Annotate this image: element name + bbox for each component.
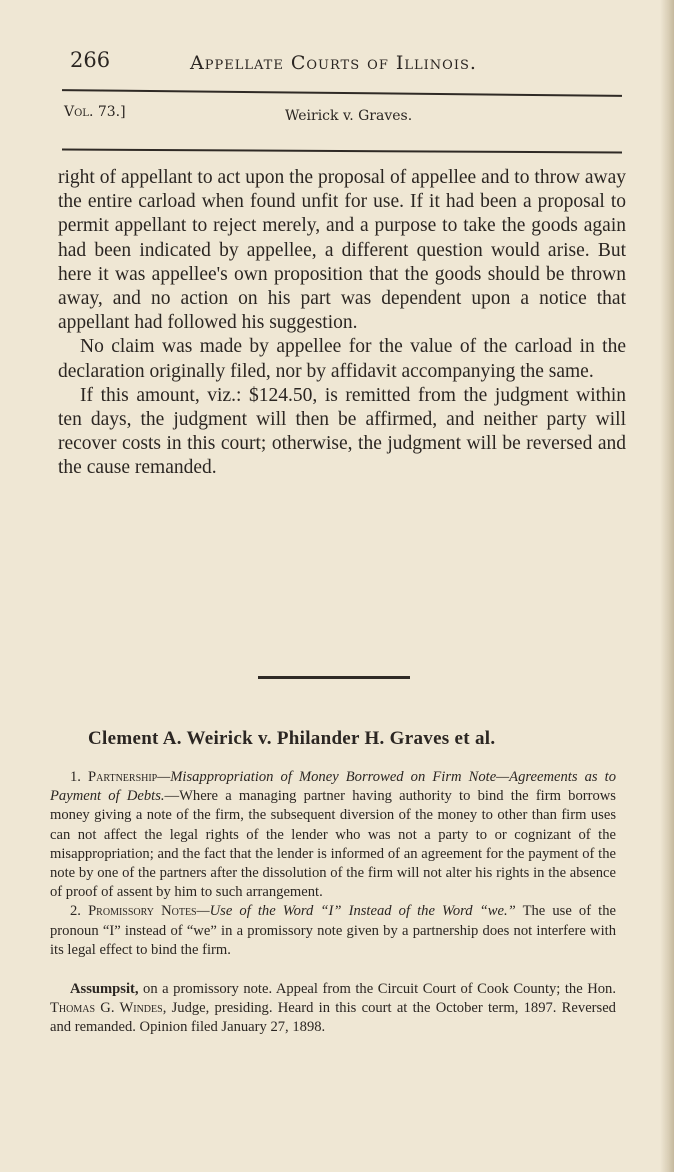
headnote-2 bbox=[50, 902, 616, 960]
case-title: Clement A. Weirick v. Philander H. Graves et al. bbox=[88, 728, 496, 749]
page-number: 266 bbox=[70, 48, 111, 72]
headnote-number: 1. bbox=[70, 769, 81, 785]
statement-lead: Assumpsit, bbox=[70, 981, 139, 998]
case-short-title: Weirick v. Graves. bbox=[285, 108, 413, 124]
headnotes bbox=[50, 768, 616, 1038]
subheader-rule bbox=[62, 149, 622, 154]
paragraph: right of appellant to act upon the proposal of appellee and to throw away the entire carload when found unfit for use. If it had been a proposal to permit appellant to reject merely, and a purpose to take the goods again had been indicated by appellee, a different question would arise. But here it was appellee's own proposition that the goods should be thrown away, and no action on his part was dependent upon a notice that appellant had followed his suggestion. bbox=[58, 167, 626, 334]
opinion-text bbox=[58, 166, 626, 481]
headnote-text: —Where a managing partner having authority to bind the firm borrows money giving a note of the firm, the subsequent diversion of the money to other than firm uses can not affect the legal rights of the lender who was not a party to or cognizant of the misappropriation; and the fact that the lender is informed of an agreement for the payment of the note by one of the partners after the dissolution of the firm will not alter his rights in the absence of proof of assent by him to such arrangement. bbox=[50, 788, 616, 901]
headnote-topic: Promissory Notes bbox=[88, 903, 197, 920]
case-statement bbox=[50, 980, 616, 1038]
headnote-number: 2. bbox=[70, 903, 81, 920]
headnote-topic: Partnership bbox=[88, 769, 158, 785]
running-title: Appellate Courts of Illinois. bbox=[190, 52, 477, 74]
volume-label: Vol. 73.] bbox=[64, 104, 126, 120]
section-divider bbox=[258, 676, 410, 679]
judge-name: Thomas G. Windes bbox=[50, 1000, 163, 1017]
statement-text: on a promissory note. Appeal from the Circuit Court of Cook County; the Hon. bbox=[138, 981, 616, 998]
headnote-subtopic: —Use of the Word “I” Instead of the Word “we.” bbox=[196, 903, 516, 920]
headnote-1 bbox=[50, 768, 616, 902]
page-edge bbox=[660, 0, 674, 1172]
headnote-text: The use of the pronoun “I” instead of “we” in a promissory note given by a partnership does not interfere with its legal effect to bind the firm. bbox=[50, 903, 616, 958]
statement-text: , Judge, presiding. Heard in this court at the October term, 1897. Reversed and remanded. Opinion filed January 27, 1898. bbox=[50, 1000, 616, 1036]
page-header bbox=[70, 46, 630, 82]
header-rule bbox=[62, 89, 622, 97]
headnote-subtopic: —Misappropriation of Money Borrowed on Firm Note—Agreements as to Payment of Debts. bbox=[50, 769, 616, 805]
paragraph: No claim was made by appellee for the value of the carload in the declaration originally filed, nor by affidavit accompanying the same. bbox=[58, 336, 626, 382]
paragraph: If this amount, viz.: $124.50, is remitted from the judgment within ten days, the judgment will then be affirmed, and neither party will recover costs in this court; otherwise, the judgment will be reversed and the cause remanded. bbox=[58, 384, 626, 479]
